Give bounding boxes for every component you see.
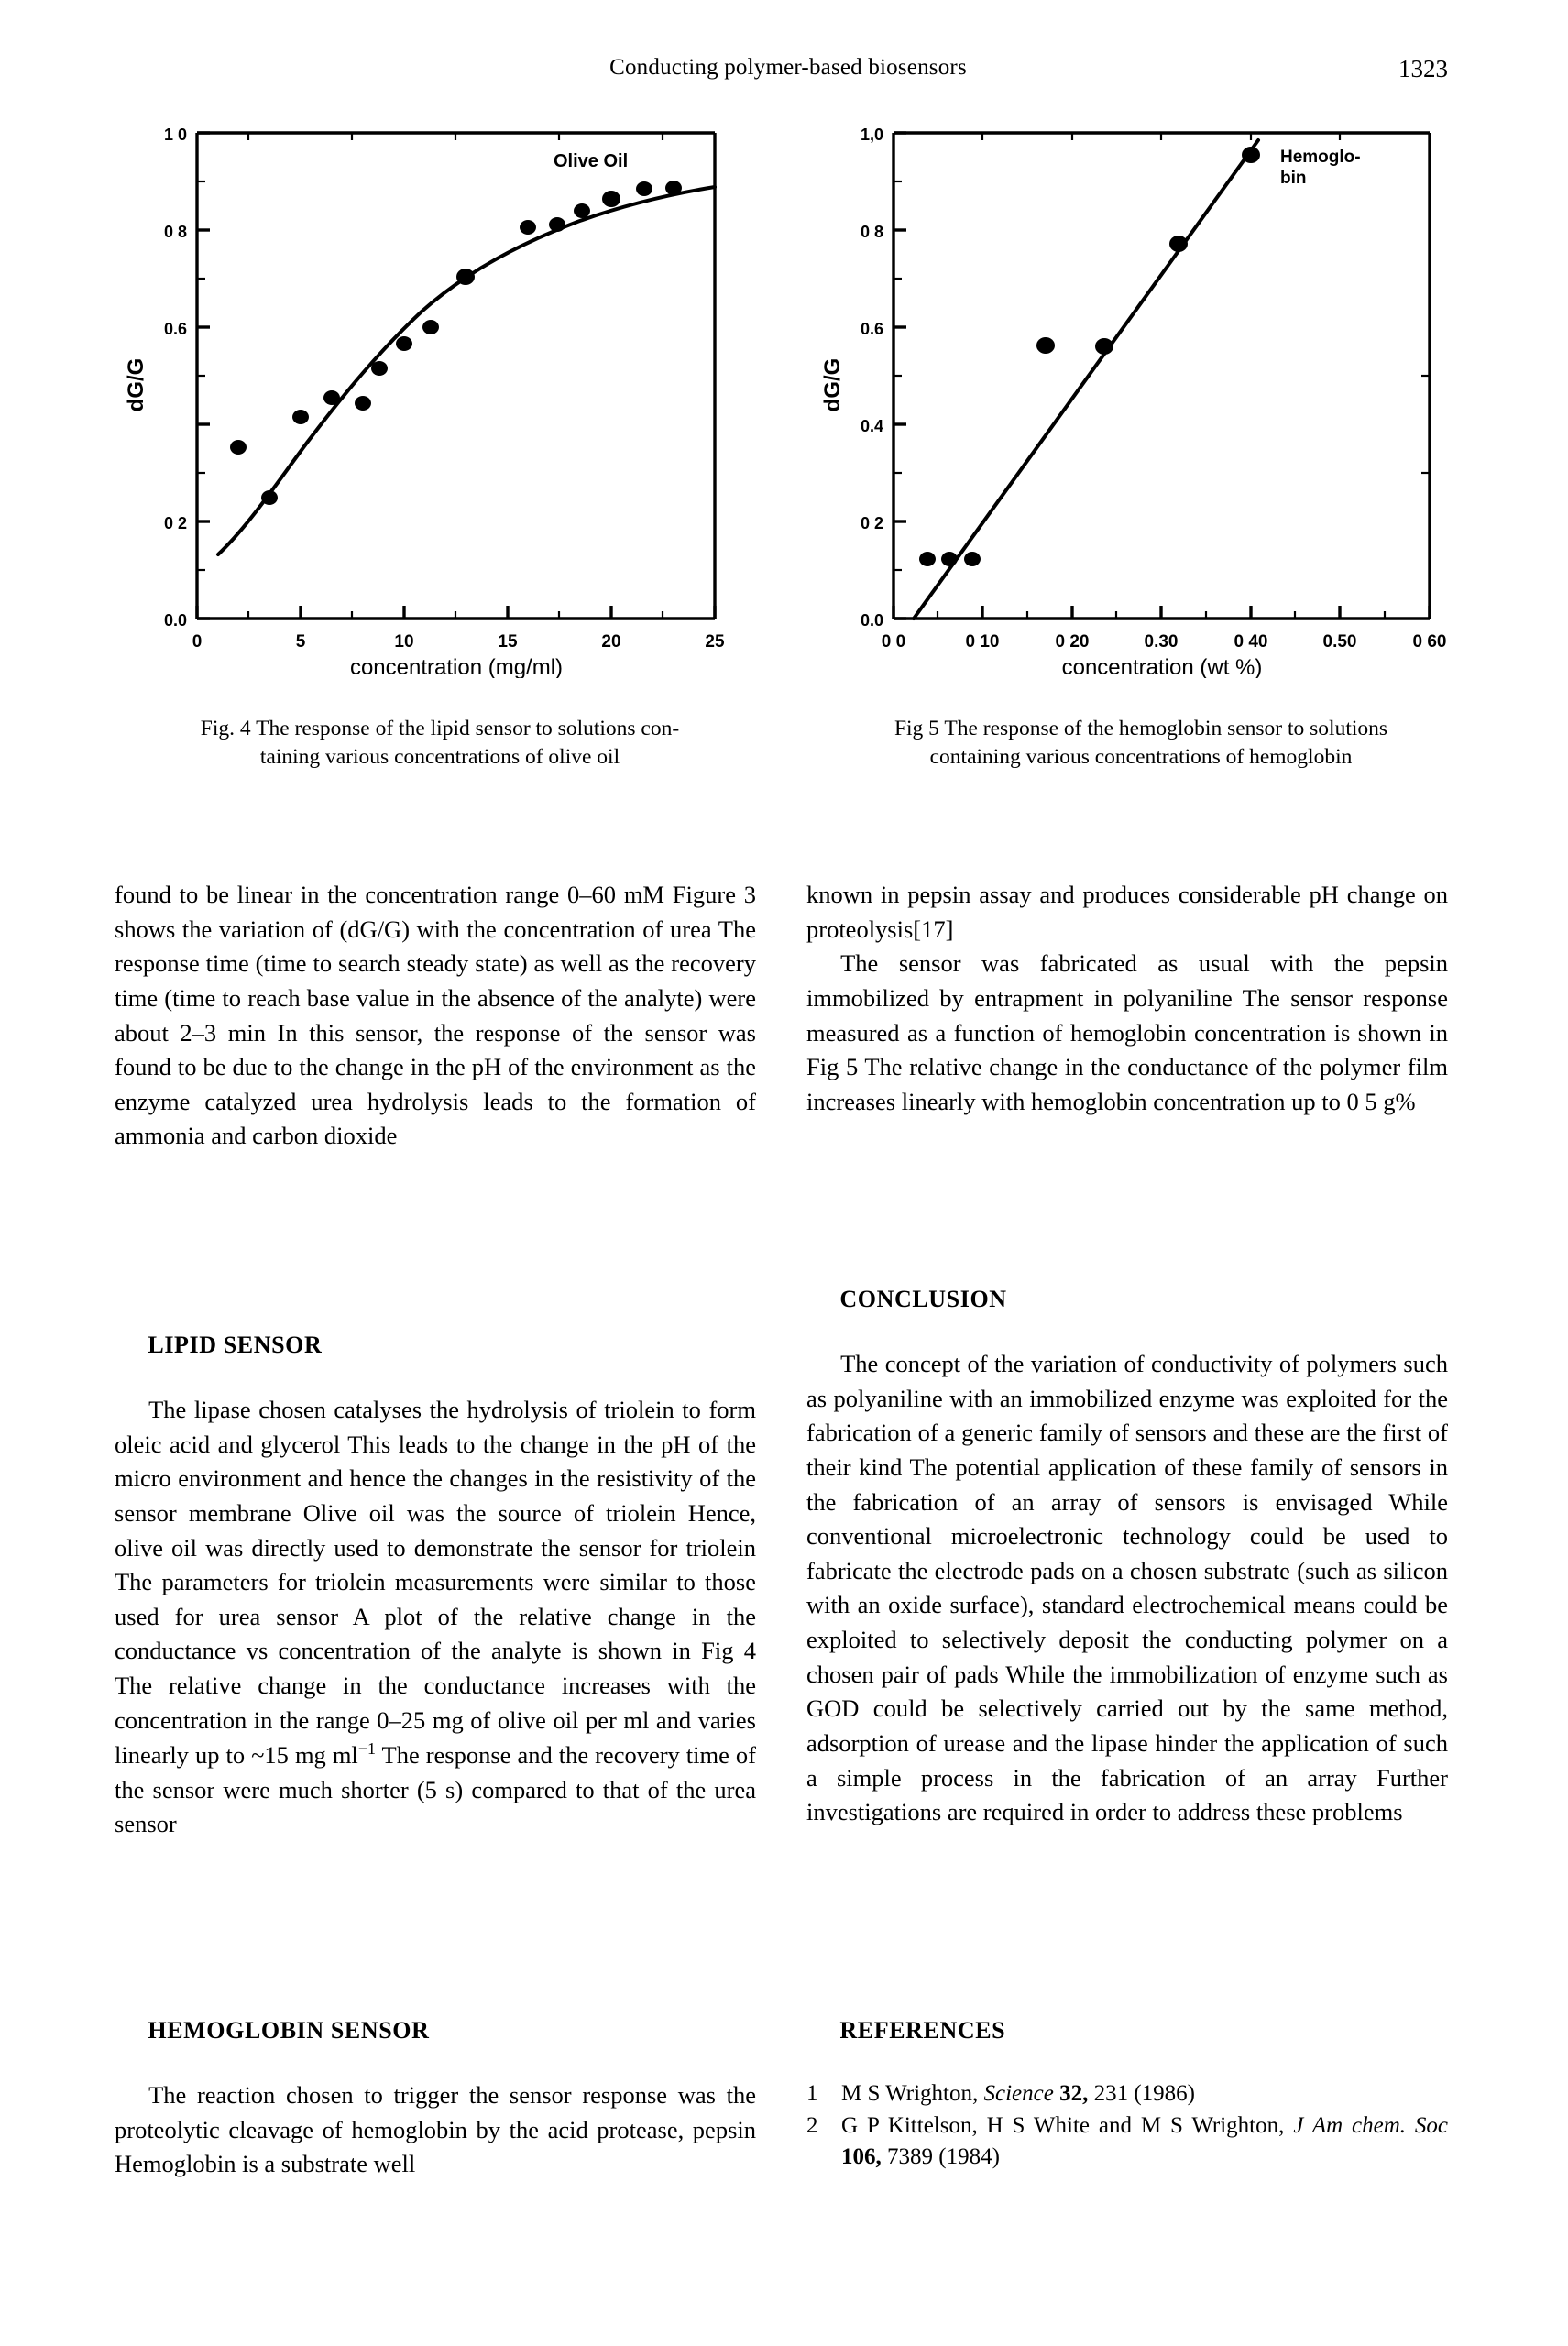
paragraph-hemoglobin-sensor: The reaction chosen to trigger the sensor response was the proteolytic cleavage of hemoglobin by the acid protease, pepsin Hemoglobin is a substrate well bbox=[115, 2081, 756, 2178]
svg-text:dG/G: dG/G bbox=[820, 357, 845, 412]
figure-4-caption-line1: Fig. 4 The response of the lipid sensor to solutions con- bbox=[200, 717, 680, 740]
svg-text:0: 0 bbox=[192, 632, 203, 652]
svg-text:concentration (wt %): concentration (wt %) bbox=[1061, 655, 1263, 678]
lipid-units-exponent: −1 bbox=[357, 1739, 376, 1759]
svg-text:0.0: 0.0 bbox=[860, 611, 883, 630]
heading-conclusion: CONCLUSION bbox=[839, 1286, 1007, 1312]
references-list bbox=[806, 2078, 1448, 2174]
svg-text:bin: bin bbox=[1280, 169, 1307, 188]
svg-text:20: 20 bbox=[601, 632, 621, 652]
svg-text:0.30: 0.30 bbox=[1144, 632, 1179, 652]
paragraph-lipid-sensor bbox=[115, 1393, 756, 1842]
svg-text:0 2: 0 2 bbox=[163, 514, 187, 532]
lipid-sensor-section bbox=[115, 1329, 756, 1363]
figure-4-caption-line2: taining various concentrations of olive oil bbox=[259, 745, 620, 770]
paragraph-conclusion: The concept of the variation of conductivity of polymers such as polyaniline with an immobilized enzyme was exploited for the fabrication of a generic family of sensors and these are the first of their kind The potential application of these family of sensors in the fabrication of an array of sensors is envisaged While conventional microelectronic technology could be used to fabricate the electrode pads on a chosen substrate (such as silicon with an oxide surface), standard electrochemical means could be exploited to selectively deposit the conducting polymer on a chosen pair of pads While the immobilization of enzyme such as GOD could be selectively carried out by the same method, adsorption of urease and the lipase hinder the application of such a simple process in the fabrication of an array Further investigations are required in order to address these problems bbox=[806, 1350, 1448, 1826]
right-column bbox=[806, 878, 1448, 1119]
svg-text:Hemoglo-: Hemoglo- bbox=[1280, 148, 1361, 167]
paragraph-pepsin: known in pepsin assay and produces considerable pH change on proteolysis[17] bbox=[806, 881, 1448, 943]
page-number: 1323 bbox=[1398, 55, 1448, 82]
left-column bbox=[115, 878, 756, 1154]
reference-volume: 106, bbox=[841, 2143, 882, 2169]
running-head bbox=[128, 55, 1448, 92]
figure-4-plot bbox=[110, 110, 770, 678]
paragraph-urea-results: found to be linear in the concentration range 0–60 mM Figure 3 shows the variation of (dG/G) with the concentration of urea The response time (time to search steady state) as well as the recovery time (time to reach base value in the absence of the analyte) were about 2–3 min In this sensor, the response of the sensor was found to be due to the change in the pH of the environment as the enzyme catalyzed urea hydrolysis leads to the formation of ammonia and carbon dioxide bbox=[115, 881, 756, 1150]
svg-text:15: 15 bbox=[498, 632, 518, 652]
reference-item bbox=[806, 2078, 1448, 2109]
svg-text:0.6: 0.6 bbox=[860, 320, 883, 338]
lipid-text-b: The response and the recovery time of the sensor were much shorter (5 s) compared to that of the urea sensor bbox=[115, 1741, 756, 1838]
hemoglobin-sensor-section bbox=[115, 2014, 756, 2048]
figure-5 bbox=[806, 110, 1475, 770]
reference-number: 1 bbox=[806, 2081, 818, 2106]
heading-hemoglobin-sensor: HEMOGLOBIN SENSOR bbox=[148, 2017, 430, 2044]
paragraph-sensor-fabrication: The sensor was fabricated as usual with the pepsin immobilized by entrapment in polyaniline The sensor response measured as a function of hemoglobin concentration is shown in Fig 5 The relative change in the conductance of the polymer film increases linearly with hemoglobin concentration up to 0 5 g% bbox=[806, 949, 1448, 1115]
lipid-units: ~15 mg ml bbox=[251, 1741, 358, 1770]
reference-authors: M S Wrighton, bbox=[841, 2081, 984, 2106]
svg-text:concentration (mg/ml): concentration (mg/ml) bbox=[349, 655, 564, 678]
svg-text:0 40: 0 40 bbox=[1234, 632, 1268, 652]
references-section bbox=[806, 2014, 1448, 2048]
svg-text:10: 10 bbox=[394, 632, 414, 652]
svg-text:0.4: 0.4 bbox=[860, 417, 883, 435]
figure-5-svg bbox=[806, 110, 1475, 678]
reference-item bbox=[806, 2110, 1448, 2172]
series-label bbox=[1280, 148, 1361, 188]
hemoglobin-sensor-body bbox=[115, 2078, 756, 2182]
svg-text:0.6: 0.6 bbox=[163, 320, 187, 338]
reference-pages: 7389 (1984) bbox=[881, 2143, 1000, 2169]
svg-text:0.50: 0.50 bbox=[1322, 632, 1357, 652]
svg-text:0 0: 0 0 bbox=[881, 632, 906, 652]
svg-text:0 20: 0 20 bbox=[1055, 632, 1090, 652]
svg-text:1 0: 1 0 bbox=[163, 126, 187, 144]
svg-text:1,0: 1,0 bbox=[860, 126, 883, 144]
conclusion-section bbox=[806, 1283, 1448, 1317]
reference-journal: J Am chem. Soc bbox=[1293, 2113, 1449, 2139]
svg-text:5: 5 bbox=[295, 632, 306, 652]
page-title: Conducting polymer-based biosensors bbox=[609, 55, 967, 80]
heading-lipid-sensor: LIPID SENSOR bbox=[148, 1332, 323, 1358]
lipid-text-a: The lipase chosen catalyses the hydrolysis of triolein to form oleic acid and glycerol This leads to the change in the pH of the micro environment and hence the changes in the resistivity of the sensor membrane Olive oil was the source of triolein Hence, olive oil was directly used to demonstrate the sensor for triolein The parameters for triolein measurements were similar to those used for urea sensor A plot of the relative change in the conductance vs concentration of the analyte is shown in Fig 4 The relative change in the conductance increases with the concentration in the range 0–25 mg of olive oil per ml and varies linearly up to bbox=[115, 1396, 756, 1770]
reference-authors: G P Kittelson, H S White and M S Wrighton, bbox=[841, 2113, 1294, 2139]
fit-line bbox=[914, 140, 1258, 619]
svg-text:25: 25 bbox=[705, 632, 725, 652]
fit-curve bbox=[218, 187, 715, 554]
figure-5-caption-line2: containing various concentrations of hemoglobin bbox=[929, 745, 1353, 770]
figure-4 bbox=[110, 110, 770, 770]
svg-text:0.0: 0.0 bbox=[163, 611, 187, 630]
reference-volume: 32, bbox=[1053, 2081, 1089, 2106]
conclusion-body bbox=[806, 1347, 1448, 1830]
svg-text:dG/G: dG/G bbox=[124, 357, 148, 412]
figure-5-plot bbox=[806, 110, 1475, 678]
figures-row bbox=[0, 110, 1568, 825]
series-label: Olive Oil bbox=[554, 151, 629, 171]
svg-text:0 10: 0 10 bbox=[965, 632, 1000, 652]
svg-text:0 60: 0 60 bbox=[1412, 632, 1447, 652]
heading-references: REFERENCES bbox=[839, 2017, 1006, 2044]
reference-pages: 231 (1986) bbox=[1088, 2081, 1195, 2106]
svg-text:0 8: 0 8 bbox=[860, 223, 883, 241]
svg-text:0 8: 0 8 bbox=[163, 223, 187, 241]
lipid-sensor-body bbox=[115, 1393, 756, 1842]
svg-text:0 2: 0 2 bbox=[860, 514, 883, 532]
figure-4-caption bbox=[119, 715, 761, 773]
reference-number: 2 bbox=[806, 2113, 818, 2139]
reference-journal: Science bbox=[983, 2081, 1054, 2106]
figure-5-caption bbox=[816, 715, 1466, 773]
figure-5-caption-line1: Fig 5 The response of the hemoglobin sensor to solutions bbox=[894, 717, 1388, 740]
figure-4-svg bbox=[110, 110, 770, 678]
